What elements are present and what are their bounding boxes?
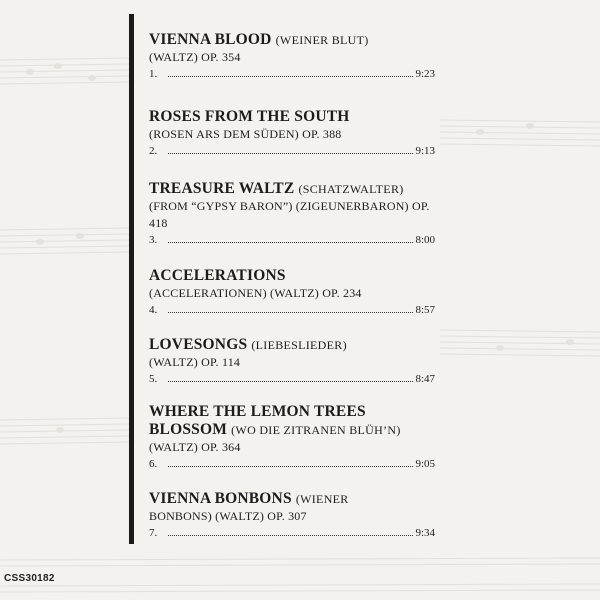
track-duration: 9:23 bbox=[415, 68, 435, 80]
track-number: 4. bbox=[149, 304, 158, 316]
track-list bbox=[149, 31, 435, 540]
track-entry-5 bbox=[149, 336, 435, 403]
dot-leader bbox=[168, 535, 413, 536]
track-entry-7 bbox=[149, 490, 435, 540]
dot-leader bbox=[168, 153, 413, 154]
track-title: LOVESONGS bbox=[149, 336, 248, 353]
track-number: 3. bbox=[149, 234, 158, 246]
track-title: WHERE THE LEMON TREES BLOSSOM bbox=[149, 403, 366, 438]
track-title: VIENNA BLOOD bbox=[149, 31, 272, 48]
track-entry-4 bbox=[149, 267, 435, 336]
track-number: 5. bbox=[149, 373, 158, 385]
track-number: 1. bbox=[149, 68, 158, 80]
track-duration-line bbox=[149, 67, 435, 81]
track-subtitle: (WALTZ) OP. 114 bbox=[149, 355, 241, 369]
track-title: VIENNA BONBONS bbox=[149, 490, 292, 507]
catalog-number: CSS30182 bbox=[4, 573, 55, 584]
track-number: 2. bbox=[149, 145, 158, 157]
track-title-sub: (LIEBESLIEDER) bbox=[251, 338, 347, 352]
track-subtitle: BONBONS) (WALTZ) OP. 307 bbox=[149, 509, 307, 523]
dot-leader bbox=[168, 466, 413, 467]
track-entry-6 bbox=[149, 403, 435, 490]
track-number: 6. bbox=[149, 458, 158, 470]
track-duration-line bbox=[149, 372, 435, 386]
vertical-divider-bar bbox=[129, 14, 134, 544]
track-duration: 8:47 bbox=[415, 373, 435, 385]
track-duration-line bbox=[149, 233, 435, 247]
track-title-sub: (SCHATZWALTER) bbox=[298, 182, 404, 196]
track-duration: 9:34 bbox=[415, 527, 435, 539]
track-subtitle: (ACCELERATIONEN) (WALTZ) OP. 234 bbox=[149, 286, 362, 300]
track-duration-line bbox=[149, 457, 435, 471]
dot-leader bbox=[168, 312, 413, 313]
track-subtitle: (WALTZ) OP. 354 bbox=[149, 50, 241, 64]
track-title: TREASURE WALTZ bbox=[149, 180, 295, 197]
track-duration: 8:00 bbox=[415, 234, 435, 246]
dot-leader bbox=[168, 76, 413, 77]
track-number: 7. bbox=[149, 527, 158, 539]
track-entry-2 bbox=[149, 108, 435, 180]
track-subtitle: (FROM “GYPSY BARON”) (ZIGEUNERBARON) OP. 418 bbox=[149, 199, 430, 230]
track-title-sub: (WEINER BLUT) bbox=[275, 33, 369, 47]
track-title: ROSES FROM THE SOUTH bbox=[149, 108, 350, 125]
track-duration-line bbox=[149, 303, 435, 317]
track-subtitle: (WALTZ) OP. 364 bbox=[149, 440, 241, 454]
track-title: ACCELERATIONS bbox=[149, 267, 286, 284]
track-title-sub: (WO DIE ZITRANEN BLÜH’N) bbox=[231, 423, 401, 437]
dot-leader bbox=[168, 381, 413, 382]
track-duration: 9:13 bbox=[415, 145, 435, 157]
track-duration-line bbox=[149, 144, 435, 158]
dot-leader bbox=[168, 242, 413, 243]
track-subtitle: (ROSEN ARS DEM SÜDEN) OP. 388 bbox=[149, 127, 342, 141]
track-duration-line bbox=[149, 526, 435, 540]
track-duration: 8:57 bbox=[415, 304, 435, 316]
track-entry-1 bbox=[149, 31, 435, 108]
track-duration: 9:05 bbox=[415, 458, 435, 470]
track-entry-3 bbox=[149, 180, 435, 267]
track-title-sub: (WIENER bbox=[295, 492, 349, 506]
